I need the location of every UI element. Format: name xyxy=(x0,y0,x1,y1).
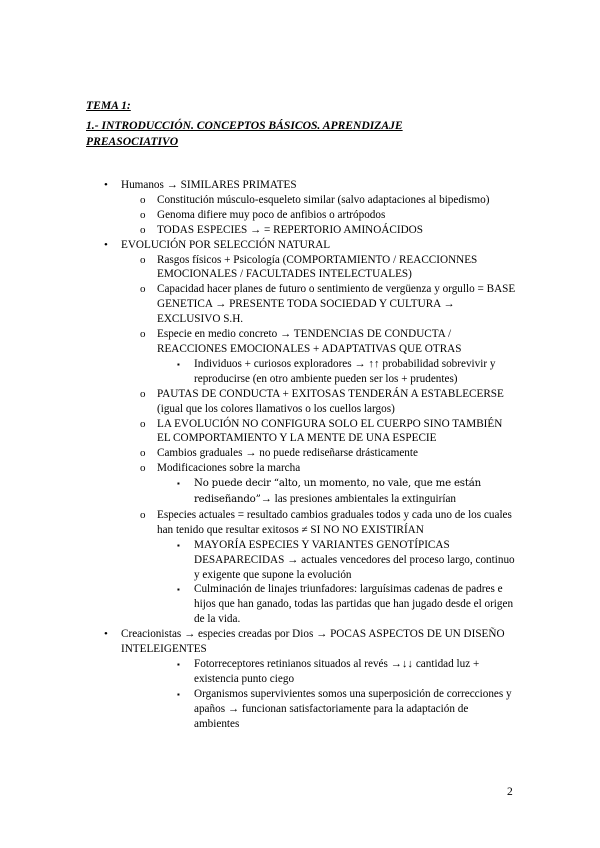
bullet-square-icon: ▪ xyxy=(177,585,180,595)
bullet-square-icon: ▪ xyxy=(177,540,180,550)
list-item xyxy=(0,193,517,208)
list-item xyxy=(0,687,516,732)
section-title: 1.- INTRODUCCIÓN. CONCEPTOS BÁSICOS. APRENDIZAJE PREASOCIATIVO xyxy=(86,119,403,148)
bullet-circle-icon: o xyxy=(140,417,146,430)
list-item xyxy=(0,223,517,238)
item-text: Humanos → SIMILARES PRIMATES xyxy=(121,179,297,191)
list-item xyxy=(0,208,517,223)
item-text: Especies actuales = resultado cambios graduales todos y cada uno de los cuales han tenido que resultar exitosos ≠ SI NO NO EXISTIRÍAN xyxy=(157,508,512,536)
list-item xyxy=(0,327,517,357)
list-item xyxy=(0,417,517,447)
item-text: Genoma difiere muy poco de anfibios o artrópodos xyxy=(157,208,386,221)
list-item xyxy=(0,253,517,283)
list-item xyxy=(0,357,516,387)
item-text: MAYORÍA ESPECIES Y VARIANTES GENOTÍPICAS DESAPARECIDAS → actuales vencedores del proceso largo, continuo y exigente que supone la evolución xyxy=(194,538,515,581)
bullet-circle-icon: o xyxy=(140,208,146,221)
item-text: Culminación de linajes triunfadores: larguísimas cadenas de padres e hijos que han ganado, todas las partidas que han jugado desde el origen de la vida. xyxy=(194,583,514,626)
chapter-title: TEMA 1: xyxy=(86,99,131,112)
list-item xyxy=(0,178,521,193)
item-text: Organismos supervivientes somos una superposición de correcciones y apaños → funcionan satisfactoriamente para la adaptación de ambientes xyxy=(194,687,512,730)
bullet-circle-icon: o xyxy=(140,508,146,521)
list-item xyxy=(0,476,516,508)
bullet-circle-icon: o xyxy=(140,253,146,266)
list-item xyxy=(0,508,517,538)
bullet-square-icon: ▪ xyxy=(177,359,180,369)
bullet-circle-icon: o xyxy=(140,223,146,236)
bullet-square-icon: ▪ xyxy=(177,660,180,669)
bullet-circle-icon: o xyxy=(140,283,146,296)
item-text: Especie en medio concreto → TENDENCIAS DE CONDUCTA / REACCIONES EMOCIONALES + ADAPTATIVAS QUE OTRAS xyxy=(157,328,462,355)
list-item xyxy=(0,582,516,627)
item-text: Creacionistas → especies creadas por Dios → POCAS ASPECTOS DE UN DISEÑO INTELEIGENTES xyxy=(121,628,505,656)
item-text: LA EVOLUCIÓN NO CONFIGURA SOLO EL CUERPO SINO TAMBIÉN EL COMPORTAMIENTO Y LA MENTE DE UNA ESPECIE xyxy=(157,417,503,445)
list-item xyxy=(0,387,517,417)
item-text: Rasgos físicos + Psicología (COMPORTAMIENTO / REACCIONNES EMOCIONALES / FACULTADES INTELECTUALES) xyxy=(157,253,478,281)
list-item xyxy=(0,627,521,657)
item-text: Fotorreceptores retinianos situados al revés →↓↓ cantidad luz + existencia punto ciego xyxy=(194,658,480,685)
bullet-circle-icon: o xyxy=(140,447,146,460)
item-text: Constitución músculo-esqueleto similar (salvo adaptaciones al bipedismo) xyxy=(157,193,490,206)
handwritten-quote: No puede decir “alto, un momento, no vale, que me están rediseñando” xyxy=(194,478,481,506)
bullet-dot-icon: • xyxy=(104,238,108,251)
item-text: → las presiones ambientales la extinguirían xyxy=(260,493,457,506)
bullet-circle-icon: o xyxy=(140,193,146,206)
outline-list xyxy=(0,178,600,732)
bullet-circle-icon: o xyxy=(140,387,146,400)
item-text: EVOLUCIÓN POR SELECCIÓN NATURAL xyxy=(121,238,331,251)
item-text: Capacidad hacer planes de futuro o sentimiento de vergüenza y orgullo = BASE GENETICA → PRESENTE TODA SOCIEDAD Y CULTURA → EXCLUSIVO S.H. xyxy=(157,283,516,326)
list-item xyxy=(0,446,517,461)
bullet-dot-icon: • xyxy=(104,179,108,191)
list-item xyxy=(0,282,517,327)
item-text: Modificaciones sobre la marcha xyxy=(157,462,301,475)
bullet-circle-icon: o xyxy=(140,328,146,341)
bullet-square-icon: ▪ xyxy=(177,689,180,699)
item-text: Individuos + curiosos exploradores → ↑↑ probabilidad sobrevivir y reproducirse (en otro ambiente pueden ser los + prudentes) xyxy=(194,357,496,385)
page-number: 2 xyxy=(507,786,513,798)
item-text: TODAS ESPECIES → = REPERTORIO AMINOÁCIDOS xyxy=(157,223,423,236)
item-text: PAUTAS DE CONDUCTA + EXITOSAS TENDERÁN A ESTABLECERSE (igual que los colores llamativos o los cuellos largos) xyxy=(157,387,504,415)
bullet-circle-icon: o xyxy=(140,462,146,475)
list-item xyxy=(0,538,516,583)
list-item xyxy=(0,657,516,687)
list-item xyxy=(0,238,521,253)
bullet-square-icon: ▪ xyxy=(177,479,180,489)
list-item xyxy=(0,461,517,476)
bullet-dot-icon: • xyxy=(104,628,108,641)
item-text: Cambios graduales → no puede rediseñarse drásticamente xyxy=(157,447,418,460)
